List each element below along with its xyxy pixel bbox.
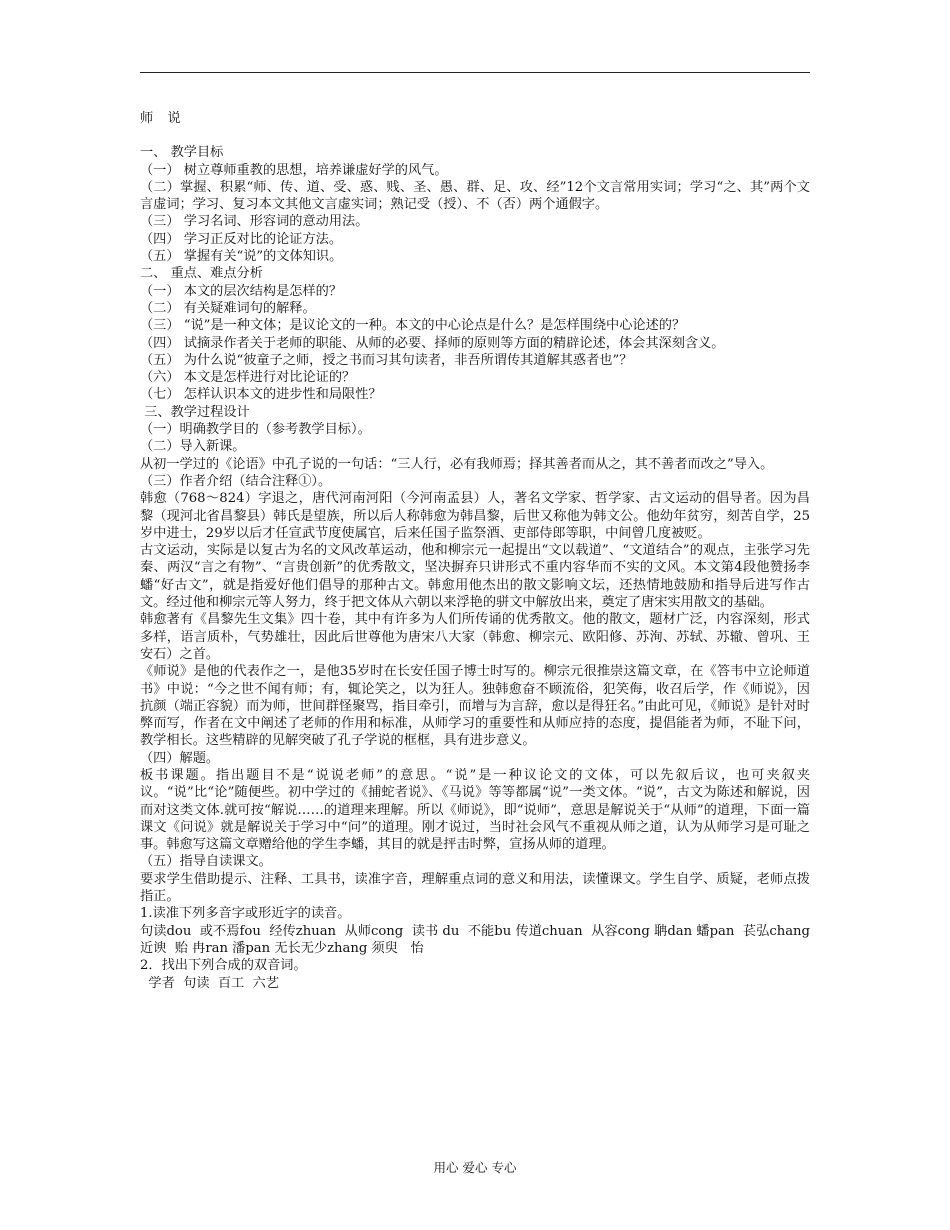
- text-line: （二）掌握、积累“师、传、道、受、惑、贱、圣、愚、群、足、攻、经”12个文言常用实词；学习“之、其”两个文言虚词；学习、复习本文其他文言虚实词；熟记受（授）、不（否）两个通假字。: [140, 179, 810, 213]
- text-line: 韩愈著有《昌黎先生文集》四十卷，其中有许多为人们所传诵的优秀散文。他的散文，题材广泛，内容深刻，形式多样，语言质朴，气势雄壮，因此后世尊他为唐宋八大家（韩愈、柳宗元、欧阳修、苏洵、苏轼、苏辙、曾巩、王安石）之首。: [140, 612, 810, 662]
- header-rule: [140, 72, 810, 73]
- text-line: 韩愈（768～824）字退之，唐代河南河阳（今河南孟县）人，著名文学家、哲学家、古文运动的倡导者。因为昌黎（现河北省昌黎县）韩氏是望族，所以后人称韩愈为韩昌黎，后世又称他为韩文公。他幼年贫穷，刻苦自学，25岁中进士，29岁以后才任宣武节度使属官，后来任国子监祭酒、吏部侍郎等职，中间曾几度被贬。: [140, 491, 810, 541]
- page-footer: 用心 爱心 专心: [433, 1160, 517, 1175]
- text-line: 板书课题。指出题目不是“说说老师”的意思。“说”是一种议论文的文体，可以先叙后议，也可夹叙夹议。“说”比“论”随便些。初中学过的《捕蛇者说》、《马说》等等都属“说”一类文体。“说”，古文为陈述和解说，因而对这类文体.就可按“解说……的道理来理解。所以《师说》，即“说师”，意思是解说关于“从师”的道理，下面一篇课文《问说》就是解说关于学习中“问”的道理。刚才说过，当时社会风气不重视从师之道，认为从师学习是可耻之事。韩愈写这篇文章赠给他的学生李蟠，其目的就是抨击时弊，宣扬从师的道理。: [140, 767, 810, 853]
- text-line: （一） 本文的层次结构是怎样的？: [140, 283, 343, 299]
- page-title: 师 说: [140, 111, 186, 126]
- text-line: （五） 掌握有关“说”的文体知识。: [140, 249, 343, 265]
- text-line: 学者 句读 百工 六艺: [140, 975, 280, 991]
- text-line: 2．找出下列合成的双音词。: [140, 958, 307, 974]
- text-line: （一） 树立尊师重教的思想，培养谦虚好学的风气。: [140, 162, 448, 178]
- text-line: （二）导入新课。: [140, 439, 246, 455]
- text-line: （三） 学习名词、形容词的意动用法。: [140, 214, 369, 230]
- text-line: 要求学生借助提示、注释、工具书，读准字音，理解重点词的意义和用法，读懂课文。学生自学、质疑，老师点拨指正。: [140, 871, 810, 905]
- text-line: 一、 教学目标: [140, 145, 224, 161]
- text-line: 三、教学过程设计: [140, 404, 250, 420]
- text-line: 《师说》是他的代表作之一，是他35岁时在长安任国子博士时写的。柳宗元很推崇这篇文章，在《答韦中立论师道书》中说：“今之世不闻有师；有，辄论笑之，以为狂人。独韩愈奋不顾流俗，犯笑侮，收召后学，作《师说》，因抗颜（端正容貌）而为师，世间群怪聚骂，指目牵引，而增与为言辞，愈以是得狂名。”由此可见，《师说》是针对时弊而写，作者在文中阐述了老师的作用和标准，从师学习的重要性和从师应持的态度，提倡能者为师，不耻下问，教学相长。这些精辟的见解突破了孔子学说的框框，具有进步意义。: [140, 664, 810, 749]
- text-line: （三） “说”是一种文体；是议论文的一种。本文的中心论点是什么？是怎样围绕中心论述的？: [140, 318, 686, 334]
- text-line: 从初一学过的《论语》中孔子说的一句话：“三人行，必有我师焉；择其善者而从之，其不善者而改之”导入。: [140, 456, 774, 472]
- text-line: 二、 重点、难点分析: [140, 266, 263, 282]
- text-line: （二） 有关疑难词句的解释。: [140, 300, 316, 316]
- text-line: （一）明确教学目的（参考教学目标）。: [140, 422, 371, 438]
- text-line: （三）作者介绍（结合注释①）。: [140, 473, 332, 489]
- text-line: （四）解题。: [140, 750, 220, 766]
- text-line: （五） 为什么说“彼童子之师，授之书而习其句读者，非吾所谓传其道解其惑者也”？: [140, 352, 633, 368]
- text-line: 古文运动，实际是以复古为名的文风改革运动，他和柳宗元一起提出“文以载道”、“文道结合”的观点，主张学习先秦、两汉“言之有物”、“言贵创新”的优秀散文，坚决摒弃只讲形式不重内容华而不实的文风。本文第4段他赞扬李蟠“好古文”，就是指爱好他们倡导的那种古文。韩愈用他杰出的散文影响文坛，还热情地鼓励和指导后进写作古文。经过他和柳宗元等人努力，终于把文体从六朝以来浮艳的骈文中解放出来，奠定了唐宋实用散文的基础。: [140, 543, 810, 611]
- text-line: （七） 怎样认识本文的进步性和局限性？: [140, 387, 382, 403]
- text-line: （四） 试摘录作者关于老师的职能、从师的必要、择师的原则等方面的精辟论述，体会其深刻含义。: [140, 335, 725, 351]
- document-body: [140, 110, 823, 992]
- text-line: 1.读准下列多音字或形近字的读音。: [140, 906, 351, 922]
- text-line: （六） 本文是怎样进行对比论证的？: [140, 370, 356, 386]
- text-line: （四） 学习正反对比的论证方法。: [140, 231, 343, 247]
- document-content: [140, 144, 823, 992]
- text-line: （五）指导自读课文。: [140, 854, 272, 870]
- text-line: 句读dou 或不焉fou 经传zhuan 从师cong 读书 du 不能bu 传道chuan 从容cong 聃dan 蟠pan 苌弘chang 近谀 贻 冉ran 潘pan 无长无少zhang 须臾 怡: [140, 923, 823, 956]
